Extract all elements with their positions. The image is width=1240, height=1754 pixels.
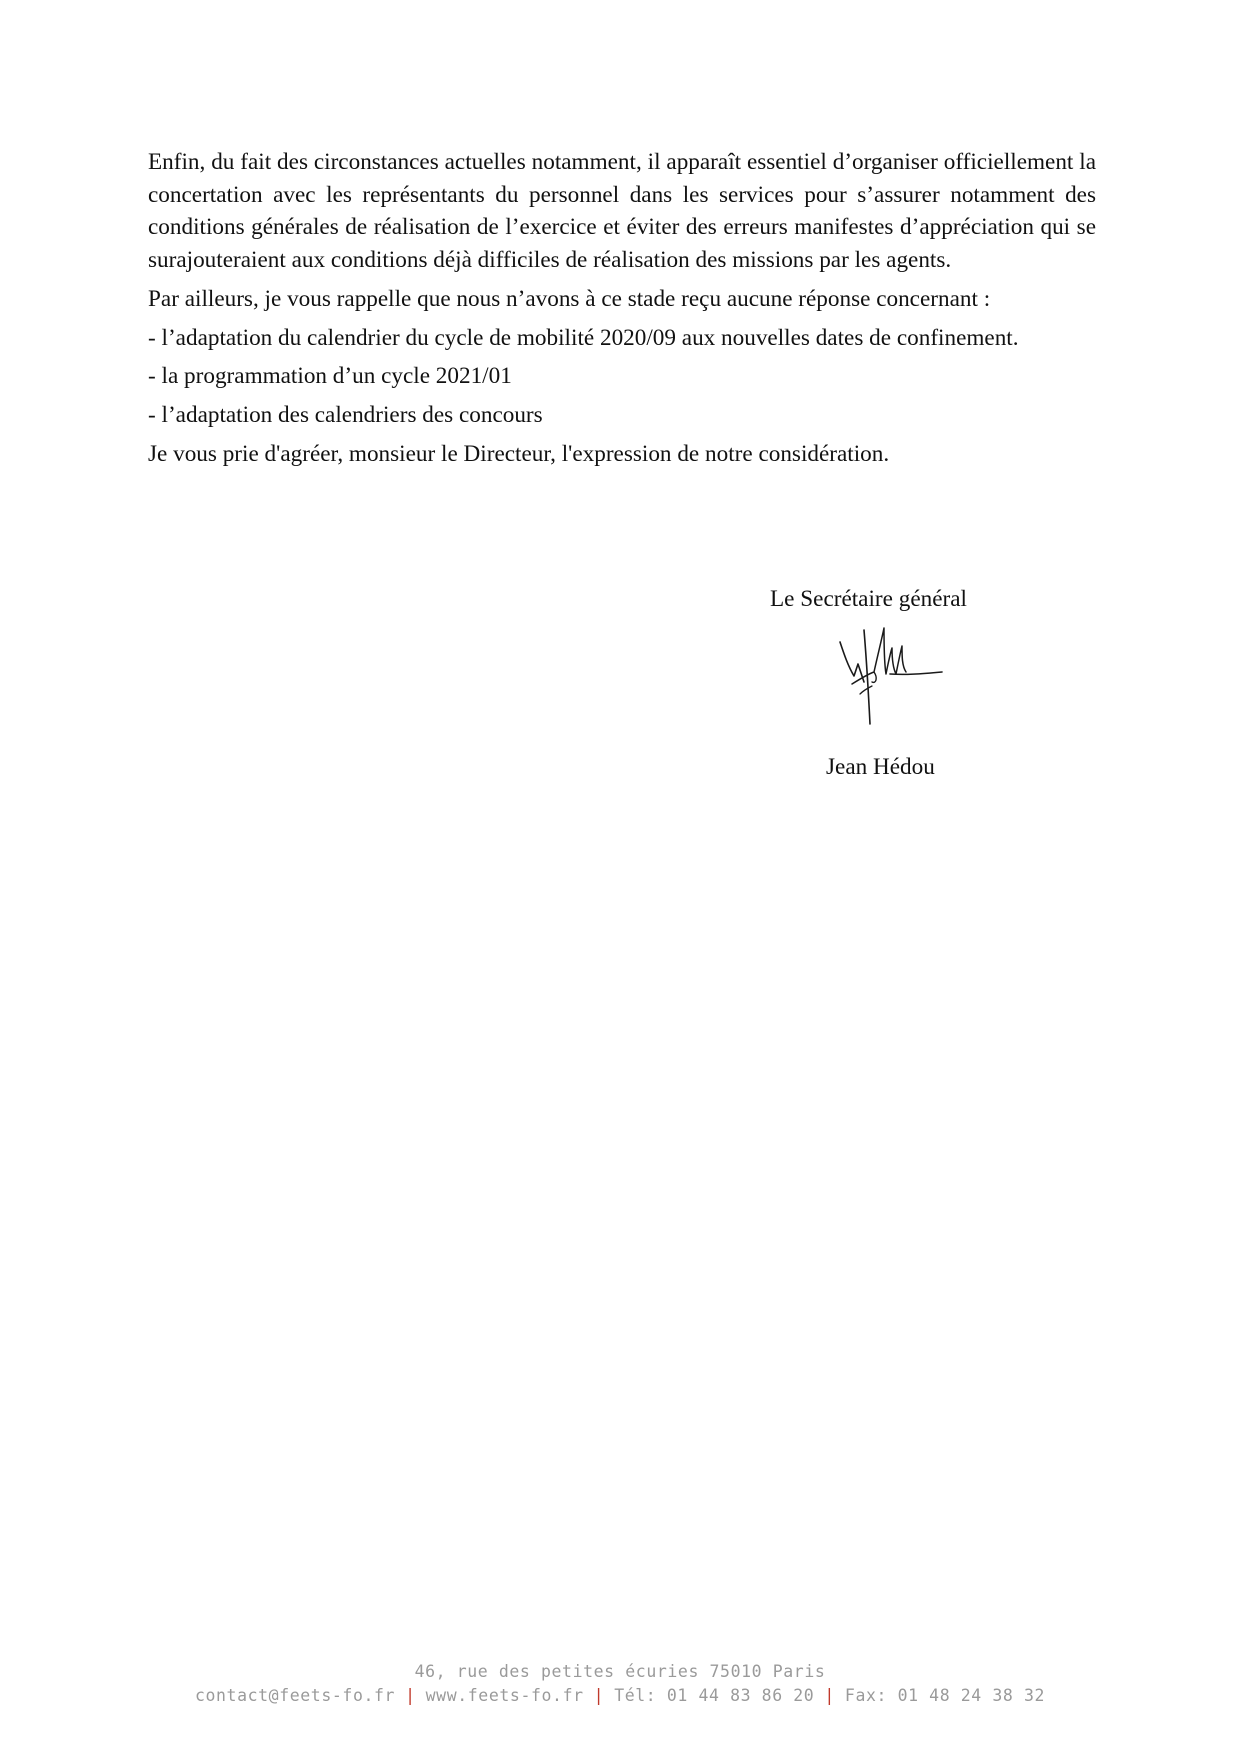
- letter-body: [148, 146, 1096, 470]
- letterhead-footer: [0, 1660, 1240, 1708]
- footer-website[interactable]: www.feets-fo.fr: [425, 1686, 584, 1705]
- signatory-name: Jean Hédou: [826, 754, 935, 780]
- handwritten-signature: [830, 624, 950, 729]
- signatory-title: Le Secrétaire général: [770, 586, 967, 612]
- list-item: - l’adaptation des calendriers des concours: [148, 401, 543, 428]
- footer-fax: Fax: 01 48 24 38 32: [844, 1686, 1046, 1705]
- footer-separator: |: [593, 1686, 605, 1705]
- footer-phone: Tél: 01 44 83 86 20: [614, 1686, 815, 1705]
- paragraph-concertation: Enfin, du fait des circonstances actuelles notamment, il apparaît essentiel d’organiser officiellement la concertation avec les représentants du personnel dans les services pour s’assurer notamment des conditions générales de réalisation de l’exercice et éviter des erreurs manifestes d’appréciation qui se surajouteraient aux conditions déjà difficiles de réalisation des missions par les agents.: [148, 149, 1096, 274]
- footer-separator: |: [405, 1686, 416, 1705]
- list-item: - la programmation d’un cycle 2021/01: [148, 363, 512, 390]
- footer-contacts: [0, 1684, 1240, 1708]
- footer-separator: |: [824, 1686, 835, 1705]
- closing-formula: Je vous prie d'agréer, monsieur le Directeur, l'expression de notre considération.: [148, 440, 890, 467]
- list-item: - l’adaptation du calendrier du cycle de mobilité 2020/09 aux nouvelles dates de confinement.: [148, 324, 1019, 351]
- footer-address: 46, rue des petites écuries 75010 Paris: [414, 1662, 826, 1681]
- paragraph-reminder: Par ailleurs, je vous rappelle que nous n’avons à ce stade reçu aucune réponse concernant :: [148, 285, 991, 312]
- footer-email[interactable]: contact@feets-fo.fr: [194, 1686, 396, 1705]
